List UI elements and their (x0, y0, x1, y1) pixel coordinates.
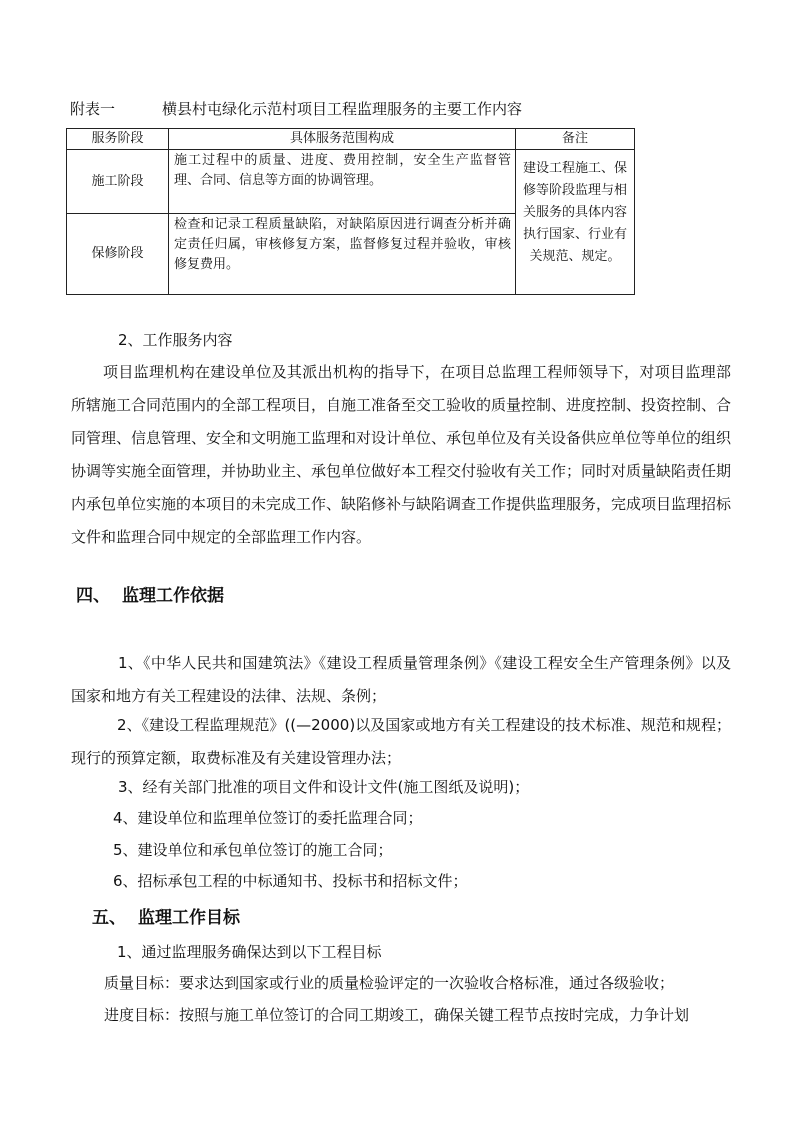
appendix-caption (70, 99, 522, 119)
list-item: 6、招标承包工程的中标通知书、投标书和招标文件； (113, 872, 468, 890)
goals-subheading: 1、通过监理服务确保达到以下工程目标 (117, 943, 382, 961)
list-item: 2、《建设工程监理规范》((—2000)以及国家或地方有关工程建设的技术标准、规范和规程；现行的预算定额，取费标准及有关建设管理办法； (71, 716, 731, 767)
work-content-heading: 2、工作服务内容 (118, 331, 233, 349)
appendix-title: 横县村屯绿化示范村项目工程监理服务的主要工作内容 (162, 100, 523, 118)
table-header-row (67, 129, 635, 150)
schedule-goal: 进度目标：按照与施工单位签订的合同工期竣工，确保关键工程节点按时完成，力争计划 (104, 1006, 690, 1024)
section-5-heading (92, 906, 240, 930)
section-5-number: 五、 (92, 908, 126, 928)
appendix-prefix: 附表一 (70, 100, 116, 118)
list-item: 3、经有关部门批准的项目文件和设计文件(施工图纸及说明)； (118, 778, 530, 796)
appendix-table (66, 128, 635, 295)
section-5-title: 监理工作目标 (138, 908, 240, 928)
remark-cell: 建设工程施工、保修等阶段监理与相关服务的具体内容执行国家、行业有关规范、规定。 (516, 150, 635, 295)
stage-cell: 施工阶段 (67, 150, 169, 214)
section-4-heading (76, 584, 224, 608)
quality-goal: 质量目标：要求达到国家或行业的质量检验评定的一次验收合格标准，通过各级验收； (104, 974, 675, 992)
header-scope: 具体服务范围构成 (169, 129, 516, 150)
scope-cell: 施工过程中的质量、进度、费用控制，安全生产监督管理、合同、信息等方面的协调管理。 (169, 150, 516, 214)
table-row (67, 150, 635, 214)
scope-cell: 检查和记录工程质量缺陷，对缺陷原因进行调查分析并确定责任归属，审核修复方案，监督修复过程并验收，审核修复费用。 (169, 214, 516, 295)
section-4-title: 监理工作依据 (122, 586, 224, 606)
section-4-number: 四、 (76, 586, 110, 606)
header-stage: 服务阶段 (67, 129, 169, 150)
list-item: 5、建设单位和承包单位签订的施工合同； (113, 841, 393, 859)
header-remark: 备注 (516, 129, 635, 150)
stage-cell: 保修阶段 (67, 214, 169, 295)
list-item: 1、《中华人民共和国建筑法》《建设工程质量管理条例》《建设工程安全生产管理条例》以及国家和地方有关工程建设的法律、法规、条例； (71, 654, 731, 705)
list-item: 4、建设单位和监理单位签订的委托监理合同； (113, 809, 423, 827)
work-content-paragraph: 项目监理机构在建设单位及其派出机构的指导下，在项目总监理工程师领导下，对项目监理部所辖施工合同范围内的全部工程项目，自施工准备至交工验收的质量控制、进度控制、投资控制、合同管理、信息管理、安全和文明施工监理和对设计单位、承包单位及有关设备供应单位等单位的组织协调等实施全面管理，并协助业主、承包单位做好本工程交付验收有关工作；同时对质量缺陷责任期内承包单位实施的本项目的未完成工作、缺陷修补与缺陷调查工作提供监理服务，完成项目监理招标文件和监理合同中规定的全部监理工作内容。 (71, 363, 732, 546)
